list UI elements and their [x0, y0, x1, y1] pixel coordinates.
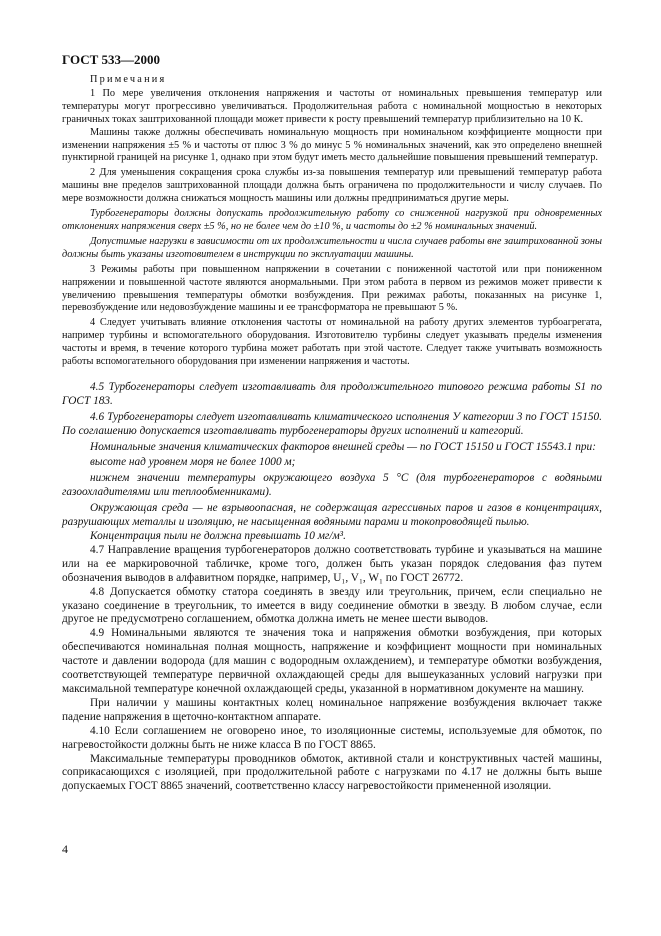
note-paragraph: Машины также должны обеспечивать номинальную мощность при номинальном коэффициенте мощности при изменении напряжения ±5 % и частоты от плюс 3 % до минус 5 % номинальных значений, как это определено внешней пунктирной границей на рисунке 1, однако при этом будут иметь место дальнейшие повышения превышений температур.: [62, 126, 602, 164]
clause-4-10-temperatures: Максимальные температуры проводников обмоток, активной стали и конструктивных частей машины, соприкасающихся с изоляцией, при продолжительной работе с нагрузками по 4.17 не должны быть выше допускаемых ГОСТ 8865 значений, соответственно классу нагревостойкости примененной изоляции.: [62, 752, 602, 793]
note-paragraph: 1 По мере увеличения отклонения напряжения и частоты от номинальных превышения температур или температуры могут прогрессивно увеличиваться. Продолжительная работа с номинальной мощностью в некоторых граничных токах заштрихованной площади может привести к росту превышений температур приблизительно на 10 К.: [62, 87, 602, 125]
note-paragraph: 3 Режимы работы при повышенном напряжении в сочетании с пониженной частотой или при пониженном напряжении и повышенной частоте являются анормальными. При этом работа в первом из режимов может привести к увеличению превышения температуры обмотки возбуждения. При режимах работы, показанных на рисунке 1, перевозбуждение или недовозбуждение машины и ее трансформатора не превышают 5 %.: [62, 263, 602, 314]
altitude-condition: высоте над уровнем моря не более 1000 м;: [90, 456, 296, 469]
clause-4-10: 4.10 Если соглашением не оговорено иное, то изоляционные системы, используемые для обмоток, по нагревостойкости должны быть не ниже класса В по ГОСТ 8865.: [62, 724, 602, 751]
clause-4-7: 4.7 Направление вращения турбогенераторов должно соответствовать турбине и указываться на машине или на ее маркировочной табличке, кроме того, должен быть указан порядок следования фаз путем обозначения выводов в алфавитном порядке, например, U₁, V₁, W₁ по ГОСТ 26772.: [62, 543, 602, 584]
environment-condition: Окружающая среда — не взрывоопасная, не содержащая агрессивных паров и газов в концентрациях, разрушающих металлы и изоляцию, не насыщенная водяными парами и токопроводящей пылью.: [62, 502, 602, 529]
clause-4-9-slip-rings: При наличии у машины контактных колец номинальное напряжение возбуждения включает также падение напряжения в щеточно-контактном аппарате.: [62, 696, 602, 723]
clause-4-9: 4.9 Номинальными являются те значения тока и напряжения обмотки возбуждения, при которых обеспечиваются номинальная полная мощность, напряжение и коэффициент мощности при номинальных частоте и давлении водорода (для машин с водородным охлаждением), и температуре обмотки возбуждения, соответствующей температуре первичной охлаждающей среды для вышеуказанных условий нагрузки при максимальной температуре конечной охлаждающей среды, указанной в нормативном документе на машину.: [62, 627, 602, 695]
clause-4-5: 4.5 Турбогенераторы следует изготавливать для продолжительного типового режима работы S1 по ГОСТ 183.: [62, 380, 602, 407]
climate-factors: Номинальные значения климатических факторов внешней среды — по ГОСТ 15150 и ГОСТ 15543.1 при:: [90, 440, 596, 453]
clause-4-6: 4.6 Турбогенераторы следует изготавливать климатического исполнения У категории 3 по ГОСТ 15150. По соглашению допускается изготавливать турбогенераторы других исполнений и категорий.: [62, 410, 602, 437]
notes-heading: Примечания: [90, 74, 167, 85]
note-paragraph: 4 Следует учитывать влияние отклонения частоты от номинальной на работу других элементов турбоагрегата, например турбины и вспомогательного оборудования. Изготовителю турбины следует указывать пределы изменения частоты и время, в течение которого турбина может работать при этой частоте. Следует также учитывать возможность работы вспомогательного оборудования при изменении напряжения и частоты.: [62, 317, 602, 368]
clause-4-8: 4.8 Допускается обмотку статора соединять в звезду или треугольник, причем, если специально не указано соединение в треугольник, то имеется в виду соединение обмотки в звезду. В любом случае, если другое не предусмотрено соглашением, обмотка должна иметь не менее шести выводов.: [62, 585, 602, 626]
main-section: [62, 381, 602, 794]
page-content: [62, 74, 602, 794]
temperature-condition: нижнем значении температуры окружающего воздуха 5 °С (для турбогенераторов с водяными газоохладителями или теплообменниками).: [62, 472, 602, 499]
notes-section: [62, 74, 602, 369]
note-paragraph-italic: Турбогенераторы должны допускать продолжительную работу со сниженной нагрузкой при одновременных отклонениях напряжения сверх ±5 %, но не более чем до ±10 %, и частоты до ±2 % номинальных значений.: [62, 208, 602, 232]
document-code: ГОСТ 533—2000: [62, 52, 161, 67]
note-paragraph-italic: Допустимые нагрузки в зависимости от их продолжительности и числа случаев работы вне заштрихованной зоны должны быть указаны изготовителем в инструкции по эксплуатации машины.: [62, 235, 602, 260]
dust-condition: Концентрация пыли не должна превышать 10 мг/м³.: [90, 530, 346, 542]
page-number: 4: [62, 842, 68, 856]
note-paragraph: 2 Для уменьшения сокращения срока службы из-за повышения температур или превышений температур работа машины вне пределов заштрихованной площади должна быть ограничена по продолжительности и числу случаев. По мере возможности должна снижаться мощность машины или должны предприниматься другие меры.: [62, 167, 602, 205]
